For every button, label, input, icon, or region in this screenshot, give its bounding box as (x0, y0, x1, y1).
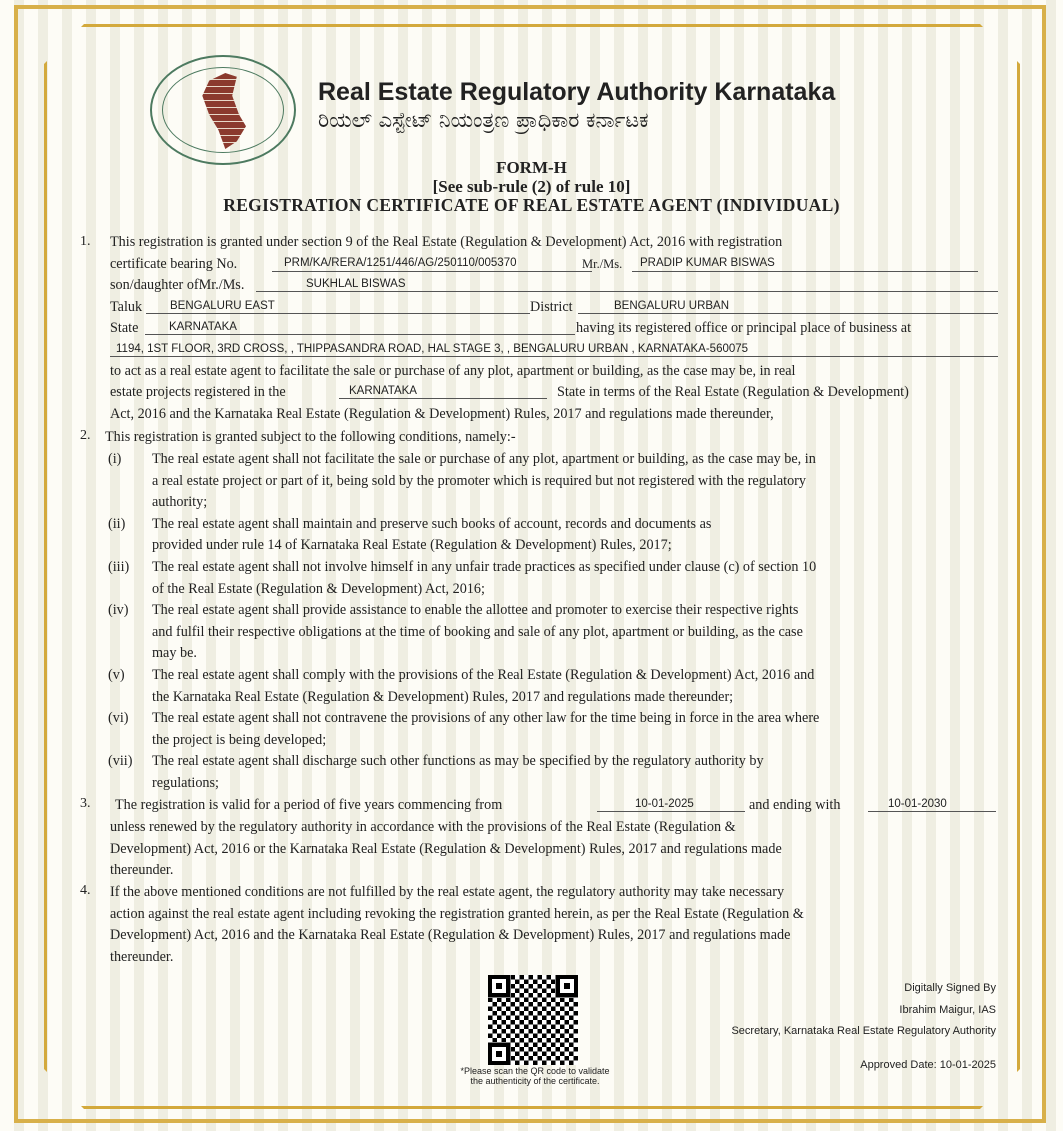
condition-number: (iv) (108, 602, 129, 619)
project-state-field: KARNATAKA (339, 384, 547, 399)
condition-text: The real estate agent shall not facilitate the sale or purchase of any plot, apartment or building, as the case may be, in (152, 451, 816, 467)
agent-name-field: PRADIP KUMAR BISWAS (632, 256, 978, 272)
label: District (530, 299, 573, 315)
certificate-number-field: PRM/KA/RERA/1251/446/AG/250110/005370 (272, 256, 592, 272)
taluk-field: BENGALURU EAST (146, 299, 530, 314)
certificate-heading: REGISTRATION CERTIFICATE OF REAL ESTATE AGENT (INDIVIDUAL) (223, 195, 840, 215)
label: State (110, 320, 139, 336)
state-field: KARNATAKA (145, 320, 575, 335)
signatory-designation: Secretary, Karnataka Real Estate Regulatory Authority (731, 1025, 996, 1037)
text-line: State in terms of the Real Estate (Regulation & Development) (557, 384, 909, 400)
qr-finder (488, 975, 510, 997)
text-line: thereunder. (110, 862, 174, 878)
item-number: 1. (80, 234, 91, 249)
condition-text: The real estate agent shall comply with the provisions of the Real Estate (Regulation & Development) Act, 2016 and (152, 667, 815, 683)
district-field: BENGALURU URBAN (578, 299, 998, 314)
condition-text: provided under rule 14 of Karnataka Real Estate (Regulation & Development) Rules, 2017; (152, 537, 672, 554)
condition-text: authority; (152, 494, 208, 511)
valid-from-field: 10-01-2025 (597, 797, 745, 812)
condition-text: the project is being developed; (152, 731, 327, 748)
text-line: unless renewed by the regulatory authority in accordance with the provisions of the Real Estate (Regulation & (110, 819, 736, 835)
parent-name-field: SUKHLAL BISWAS (256, 277, 998, 292)
form-name: FORM-H (496, 158, 567, 177)
item-number: 4. (80, 883, 91, 898)
rera-karnataka-seal (150, 55, 296, 165)
form-subrule: [See sub-rule (2) of rule 10] (432, 177, 631, 196)
authority-title-kannada: ರಿಯಲ್ ಎಸ್ಟೇಟ್ ನಿಯಂತ್ರಣ ಪ್ರಾಧಿಕಾರ ಕರ್ನಾಟಕ (318, 108, 649, 132)
text-line: certificate bearing No. (110, 256, 238, 272)
condition-text: may be. (152, 645, 197, 662)
condition-number: (iii) (108, 559, 130, 575)
condition-text: the Karnataka Real Estate (Regulation & Development) Rules, 2017 and regulations made thereunder; (152, 688, 734, 705)
qr-note-line: *Please scan the QR code to validate (460, 1066, 610, 1076)
text-line: and ending with (749, 797, 841, 813)
text-line: Act, 2016 and the Karnataka Real Estate (Regulation & Development) Rules, 2017 and regulations made thereunder, (110, 406, 774, 422)
condition-number: (vii) (108, 753, 133, 770)
condition-text: The real estate agent shall provide assistance to enable the allottee and promoter to exercise their respective rights (152, 602, 799, 619)
condition-number: (v) (108, 667, 125, 683)
text-line: Development) Act, 2016 and the Karnataka Real Estate (Regulation & Development) Rules, 2017 and regulations made (110, 927, 791, 943)
condition-text: of the Real Estate (Regulation & Development) Act, 2016; (152, 580, 485, 597)
text-line: Development) Act, 2016 or the Karnataka Real Estate (Regulation & Development) Rules, 2017 and regulations made (110, 841, 782, 857)
signatory-name: Ibrahim Maigur, IAS (899, 1003, 996, 1016)
label: having its registered office or principal place of business at (576, 320, 912, 336)
qr-note (440, 1066, 630, 1086)
condition-text: a real estate project or part of it, being sold by the promoter which is required but not registered with the regulatory (152, 472, 806, 489)
text-line: to act as a real estate agent to facilitate the sale or purchase of any plot, apartment or building, as the case may be, in real (110, 363, 796, 379)
text-line: estate projects registered in the (110, 384, 286, 400)
condition-text: The real estate agent shall discharge such other functions as may be specified by the regulatory authority by (152, 753, 764, 770)
label: Mr./Ms. (582, 257, 623, 271)
condition-number: (i) (108, 451, 122, 467)
qr-note-line: the authenticity of the certificate. (470, 1076, 600, 1086)
signature-block (731, 978, 996, 1076)
valid-until-field: 10-01-2030 (868, 797, 996, 812)
approved-date: Approved Date: 10-01-2025 (860, 1058, 996, 1071)
condition-text: The real estate agent shall not involve himself in any unfair trade practices as specified under clause (c) of section 10 (152, 559, 817, 575)
form-heading (0, 158, 1063, 215)
condition-number: (ii) (108, 515, 126, 532)
signed-by: Digitally Signed By (904, 982, 996, 994)
text-line: This registration is granted under section 9 of the Real Estate (Regulation & Development) Act, 2016 with registration (110, 234, 783, 250)
text-line: This registration is granted subject to the following conditions, namely:- (105, 429, 516, 445)
validation-qr-code[interactable] (488, 975, 578, 1065)
condition-text: The real estate agent shall maintain and preserve such books of account, records and documents as (152, 515, 712, 532)
text-line: thereunder. (110, 949, 174, 965)
authority-title: Real Estate Regulatory Authority Karnataka (318, 78, 836, 106)
label: son/daughter ofMr./Ms. (110, 277, 245, 293)
condition-text: The real estate agent shall not contravene the provisions of any other law for the time being in force in the area where (152, 710, 820, 727)
label: Taluk (110, 299, 143, 315)
text-line: If the above mentioned conditions are not fulfilled by the real estate agent, the regulatory authority may take necessary (110, 884, 785, 900)
item-number: 3. (80, 796, 91, 811)
item-number: 2. (80, 428, 91, 443)
condition-text: and fulfil their respective obligations at the time of booking and sale of any plot, apartment or building, as the case (152, 623, 803, 640)
condition-number: (vi) (108, 710, 129, 727)
qr-finder (556, 975, 578, 997)
qr-finder (488, 1043, 510, 1065)
condition-text: regulations; (152, 775, 219, 791)
text-line: action against the real estate agent including revoking the registration granted herein, as per the Real Estate (Regulation & (110, 906, 804, 922)
text-line: The registration is valid for a period of five years commencing from (115, 797, 503, 813)
address-field: 1194, 1ST FLOOR, 3RD CROSS, , THIPPASANDRA ROAD, HAL STAGE 3, , BENGALURU URBAN , KARNATAKA-560075 (110, 342, 998, 357)
